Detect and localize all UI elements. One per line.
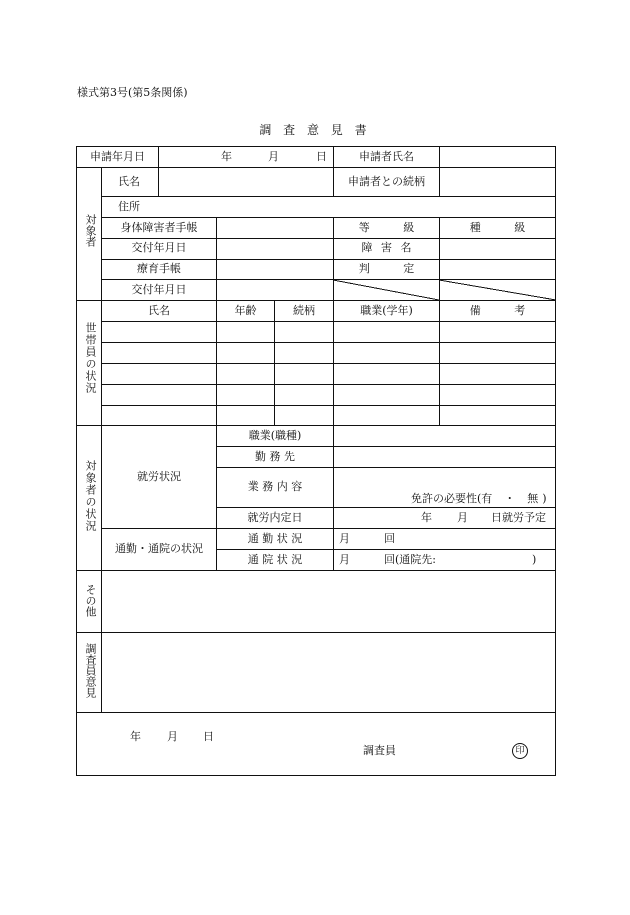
planned-day-label: 日就労予定	[491, 511, 546, 524]
planned-year-label: 年	[421, 511, 432, 524]
disability-book-label: 身体障害者手帳	[120, 221, 198, 234]
household-header-name: 氏名	[148, 304, 170, 317]
commute-month-label: 月	[339, 532, 350, 545]
applicant-name-label: 申請者氏名	[359, 150, 414, 163]
commute-times-label: 回	[384, 532, 395, 545]
investigator-label: 調査員	[363, 744, 396, 757]
planned-start-label: 就労内定日	[247, 511, 303, 524]
license-necessity-field	[411, 493, 547, 505]
opinion-section-label: 調査員意見	[84, 643, 97, 698]
commute-status-label: 通 勤 状 況	[247, 532, 303, 545]
footer-day-label: 日	[203, 730, 214, 743]
license-no-option[interactable]: 無	[527, 492, 539, 505]
application-year-label: 年	[221, 150, 232, 163]
license-prefix: 免許の必要性(	[411, 492, 482, 505]
subject-section-label: 対象者	[84, 214, 97, 247]
license-close: )	[542, 492, 547, 505]
household-header-relation: 続柄	[293, 304, 315, 317]
issue-date-label-1: 交付年月日	[131, 241, 187, 254]
disability-name-label: 障 害 名	[361, 241, 412, 254]
application-date-label: 申請年月日	[90, 150, 145, 163]
class-label: 種 級	[469, 221, 526, 234]
workplace-label: 勤 務 先	[255, 450, 295, 463]
subject-name-label: 氏名	[118, 175, 140, 188]
address-label: 住所	[118, 200, 140, 213]
judgment-label: 判 定	[358, 262, 415, 275]
form-number: 様式第3号(第5条関係)	[77, 86, 188, 99]
other-section-label: その他	[84, 584, 97, 617]
footer-year-label: 年	[130, 730, 141, 743]
household-section-label: 世帯員の状況	[84, 322, 97, 394]
household-header-remarks: 備 考	[469, 304, 526, 317]
occupation-label: 職業(職種)	[248, 429, 302, 442]
relation-label: 申請者との続柄	[348, 175, 425, 188]
household-header-age: 年齢	[234, 304, 257, 317]
hospital-close-paren: )	[532, 553, 537, 566]
license-yes-option[interactable]: 有	[481, 492, 493, 505]
hospital-status-label: 通 院 状 況	[247, 553, 303, 566]
employment-status-label: 就労状況	[137, 470, 181, 483]
hospital-times-label: 回(通院先:	[384, 553, 436, 566]
commute-section-label: 通勤・通院の状況	[115, 542, 203, 555]
planned-month-label: 月	[457, 511, 468, 524]
status-section-label: 対象者の状況	[84, 460, 97, 532]
license-separator: ・	[504, 492, 516, 505]
seal-icon: 印	[512, 743, 528, 759]
issue-date-label-2: 交付年月日	[131, 283, 187, 296]
footer-month-label: 月	[167, 730, 178, 743]
application-month-label: 月	[268, 150, 279, 163]
application-day-label: 日	[316, 150, 327, 163]
grade-label: 等 級	[358, 221, 415, 234]
duties-label: 業 務 内 容	[247, 480, 303, 493]
hospital-month-label: 月	[339, 553, 350, 566]
document-title: 調 査 意 見 書	[259, 123, 371, 137]
household-header-occupation: 職業(学年)	[360, 304, 413, 317]
rehab-book-label: 療育手帳	[137, 262, 181, 275]
